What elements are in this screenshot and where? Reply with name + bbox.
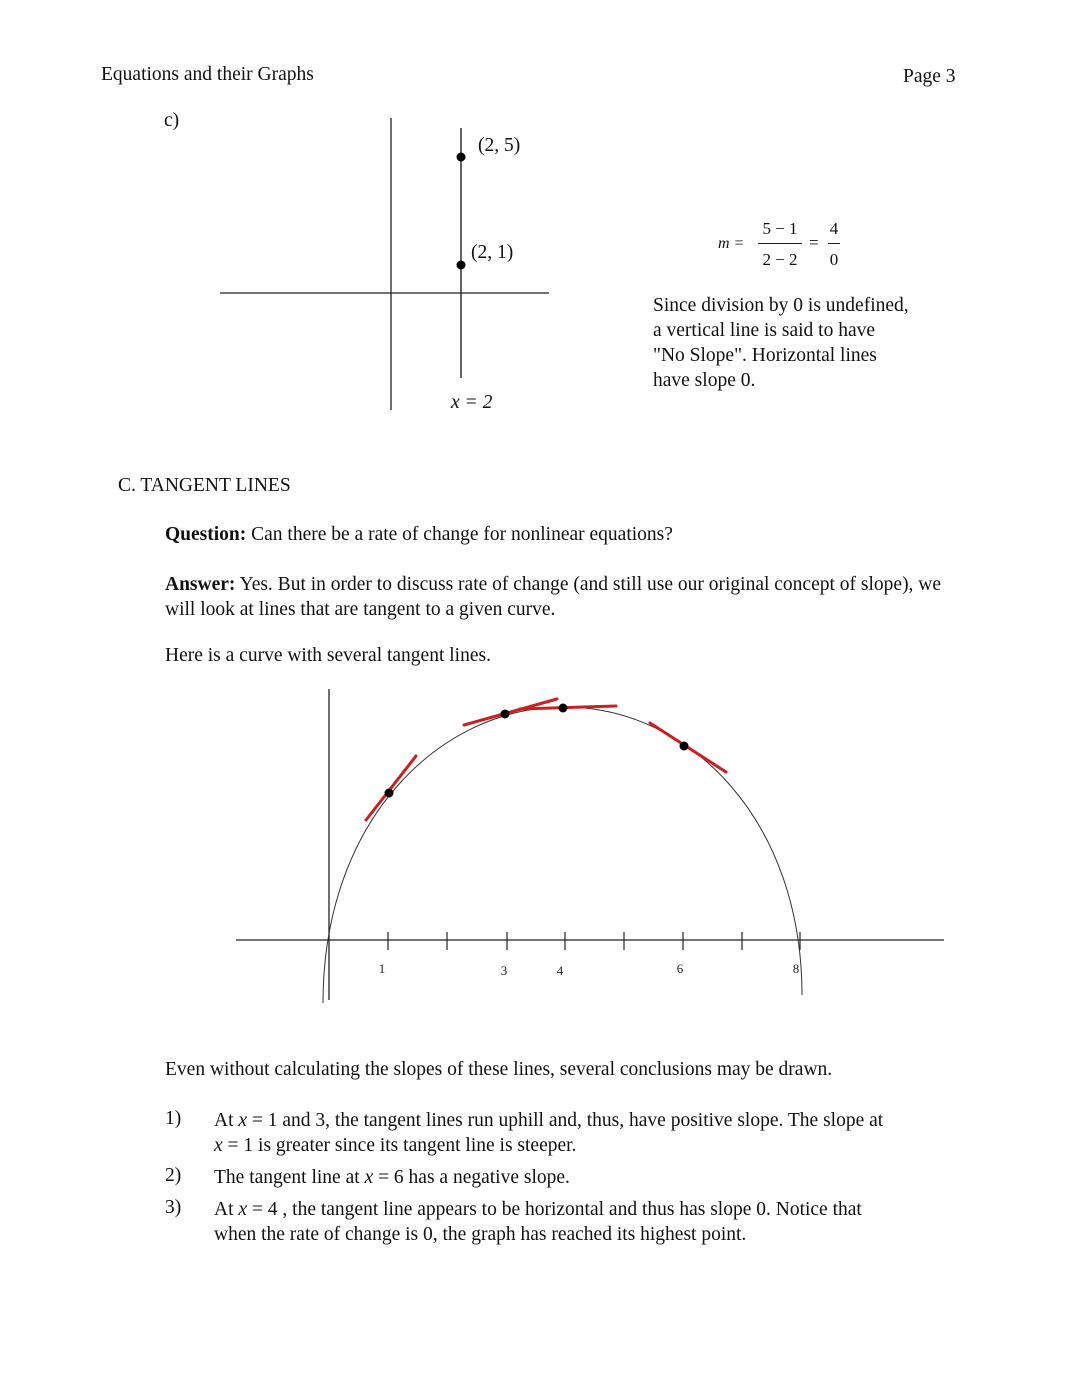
tick-label-6: 6 <box>676 961 684 976</box>
curve <box>323 707 802 1003</box>
page-number: Page 3 <box>903 66 956 87</box>
conclusions-intro: Even without calculating the slopes of these lines, several conclusions may be drawn. <box>165 1059 833 1080</box>
tangent-lines <box>366 699 726 820</box>
slope-denominator: 2 − 2 <box>762 250 798 269</box>
tick-label-1: 1 <box>378 961 386 976</box>
variable-x: x <box>214 1135 223 1156</box>
conclusion-1-text: At <box>214 1110 239 1131</box>
conclusion-3-text: = 4 , the tangent line appears to be horizontal and thus has slope 0. Notice that <box>247 1199 862 1220</box>
conclusion-1-text: = 1 and 3, the tangent lines run uphill and, thus, have positive slope. The slope at <box>247 1110 884 1131</box>
tick-label-8: 8 <box>792 961 800 976</box>
conclusion-3-text: when the rate of change is 0, the graph has reached its highest point. <box>214 1224 747 1245</box>
line-label-x-equals-2: x = 2 <box>451 392 493 413</box>
answer-text: Yes. But in order to discuss rate of change (and still use our original concept of slope), we will look at lines that are tangent to a given curve. <box>165 574 942 620</box>
conclusion-number-2: 2) <box>165 1165 182 1186</box>
tick-label-3: 3 <box>500 963 508 978</box>
explanation-line: Since division by 0 is undefined, <box>653 295 909 316</box>
conclusion-1 <box>214 1108 974 1158</box>
slope-numerator: 5 − 1 <box>762 219 798 238</box>
variable-x: x <box>238 1199 248 1220</box>
conclusion-1-text: = 1 is greater since its tangent line is steeper. <box>222 1135 577 1156</box>
document-title: Equations and their Graphs <box>101 64 314 85</box>
variable-x: x <box>364 1167 374 1188</box>
tangent-point-x1 <box>385 789 394 798</box>
point-label-2-1: (2, 1) <box>471 242 514 263</box>
tangent-point-x6 <box>680 742 689 751</box>
tangent-points <box>385 704 689 798</box>
answer-label: Answer: <box>165 574 236 595</box>
slope-m: m = <box>718 235 745 252</box>
result-numerator: 4 <box>829 219 839 238</box>
explanation-line: have slope 0. <box>653 370 756 391</box>
x-axis-ticks <box>388 932 800 950</box>
conclusion-2 <box>214 1165 974 1190</box>
tick-label-4: 4 <box>556 963 564 978</box>
explanation-line: "No Slope". Horizontal lines <box>653 345 877 366</box>
tangent-line-x1 <box>366 756 416 820</box>
result-denominator: 0 <box>829 250 839 269</box>
conclusion-number-3: 3) <box>165 1197 182 1218</box>
question-text: Can there be a rate of change for nonlinear equations? <box>251 524 673 545</box>
curve-intro: Here is a curve with several tangent lines. <box>165 645 491 666</box>
tangent-point-x3 <box>501 710 510 719</box>
part-c-label: c) <box>164 110 180 131</box>
question-label: Question: <box>165 524 247 545</box>
conclusion-3-text: At <box>214 1199 239 1220</box>
conclusion-2-text: = 6 has a negative slope. <box>373 1167 570 1188</box>
tangent-line-x3 <box>464 699 557 725</box>
explanation-line: a vertical line is said to have <box>653 320 876 341</box>
conclusion-2-text: The tangent line at <box>214 1167 365 1188</box>
conclusion-3 <box>214 1197 974 1247</box>
conclusion-number-1: 1) <box>165 1108 182 1129</box>
tangent-point-x4 <box>559 704 568 713</box>
slope-equals: = <box>809 233 819 252</box>
x-tick-labels <box>379 961 800 978</box>
variable-x: x <box>238 1110 248 1131</box>
section-heading: C. TANGENT LINES <box>118 475 291 496</box>
point-label-2-5: (2, 5) <box>478 135 521 156</box>
